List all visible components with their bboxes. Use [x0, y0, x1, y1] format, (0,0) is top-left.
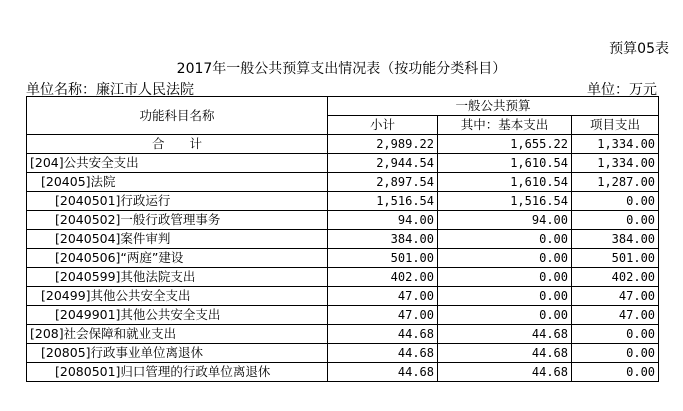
row-label: [2040501]行政运行	[27, 192, 328, 211]
row-subtotal: 501.00	[328, 249, 438, 268]
row-basic: 0.00	[438, 249, 572, 268]
row-subtotal: 44.68	[328, 325, 438, 344]
row-label: [2040506]“两庭”建设	[27, 249, 328, 268]
row-project: 402.00	[572, 268, 659, 287]
row-project: 501.00	[572, 249, 659, 268]
total-row	[27, 135, 659, 154]
table-number: 预算05表	[609, 41, 669, 57]
column-group-header: 一般公共预算	[328, 97, 659, 116]
column-header-basic: 其中：基本支出	[438, 116, 572, 135]
row-project: 1,287.00	[572, 173, 659, 192]
unit-name: 单位名称：廉江市人民法院	[26, 82, 194, 98]
row-subtotal: 44.68	[328, 363, 438, 382]
row-project: 47.00	[572, 287, 659, 306]
table-row	[27, 268, 659, 287]
table-row	[27, 306, 659, 325]
row-label: [2080501]归口管理的行政单位离退休	[27, 363, 328, 382]
table-row	[27, 211, 659, 230]
header-row-1	[27, 97, 659, 116]
page-title: 2017年一般公共预算支出情况表（按功能分类科目）	[176, 61, 507, 77]
column-header-project: 项目支出	[572, 116, 659, 135]
row-basic: 94.00	[438, 211, 572, 230]
row-subtotal: 1,516.54	[328, 192, 438, 211]
row-subtotal: 47.00	[328, 287, 438, 306]
row-label: [2040502]一般行政管理事务	[27, 211, 328, 230]
table-row	[27, 325, 659, 344]
column-header-subtotal: 小计	[328, 116, 438, 135]
row-label: [2040599]其他法院支出	[27, 268, 328, 287]
row-basic: 0.00	[438, 230, 572, 249]
row-subtotal: 2,944.54	[328, 154, 438, 173]
budget-table	[26, 96, 659, 382]
column-header-item: 功能科目名称	[27, 97, 328, 135]
total-subtotal: 2,989.22	[328, 135, 438, 154]
table-row	[27, 230, 659, 249]
total-basic: 1,655.22	[438, 135, 572, 154]
currency-unit: 单位：万元	[587, 82, 657, 98]
row-basic: 0.00	[438, 306, 572, 325]
row-basic: 1,610.54	[438, 154, 572, 173]
row-subtotal: 94.00	[328, 211, 438, 230]
row-basic: 0.00	[438, 268, 572, 287]
row-label: [20405]法院	[27, 173, 328, 192]
row-label: [2040504]案件审判	[27, 230, 328, 249]
row-project: 1,334.00	[572, 154, 659, 173]
row-label: [2049901]其他公共安全支出	[27, 306, 328, 325]
row-label: [20805]行政事业单位离退休	[27, 344, 328, 363]
row-subtotal: 402.00	[328, 268, 438, 287]
row-label: [204]公共安全支出	[27, 154, 328, 173]
row-label: [20499]其他公共安全支出	[27, 287, 328, 306]
row-project: 47.00	[572, 306, 659, 325]
row-subtotal: 44.68	[328, 344, 438, 363]
row-label: [208]社会保障和就业支出	[27, 325, 328, 344]
row-subtotal: 47.00	[328, 306, 438, 325]
table-row	[27, 249, 659, 268]
table-row	[27, 287, 659, 306]
row-project: 0.00	[572, 363, 659, 382]
row-subtotal: 2,897.54	[328, 173, 438, 192]
row-basic: 1,610.54	[438, 173, 572, 192]
row-basic: 44.68	[438, 344, 572, 363]
total-project: 1,334.00	[572, 135, 659, 154]
table-row	[27, 173, 659, 192]
table-row	[27, 154, 659, 173]
row-project: 384.00	[572, 230, 659, 249]
row-basic: 1,516.54	[438, 192, 572, 211]
row-project: 0.00	[572, 211, 659, 230]
row-project: 0.00	[572, 325, 659, 344]
table-row	[27, 344, 659, 363]
row-subtotal: 384.00	[328, 230, 438, 249]
row-project: 0.00	[572, 192, 659, 211]
row-basic: 44.68	[438, 363, 572, 382]
total-label: 合 计	[27, 135, 328, 154]
table-row	[27, 192, 659, 211]
row-basic: 0.00	[438, 287, 572, 306]
row-basic: 44.68	[438, 325, 572, 344]
table-row	[27, 363, 659, 382]
row-project: 0.00	[572, 344, 659, 363]
